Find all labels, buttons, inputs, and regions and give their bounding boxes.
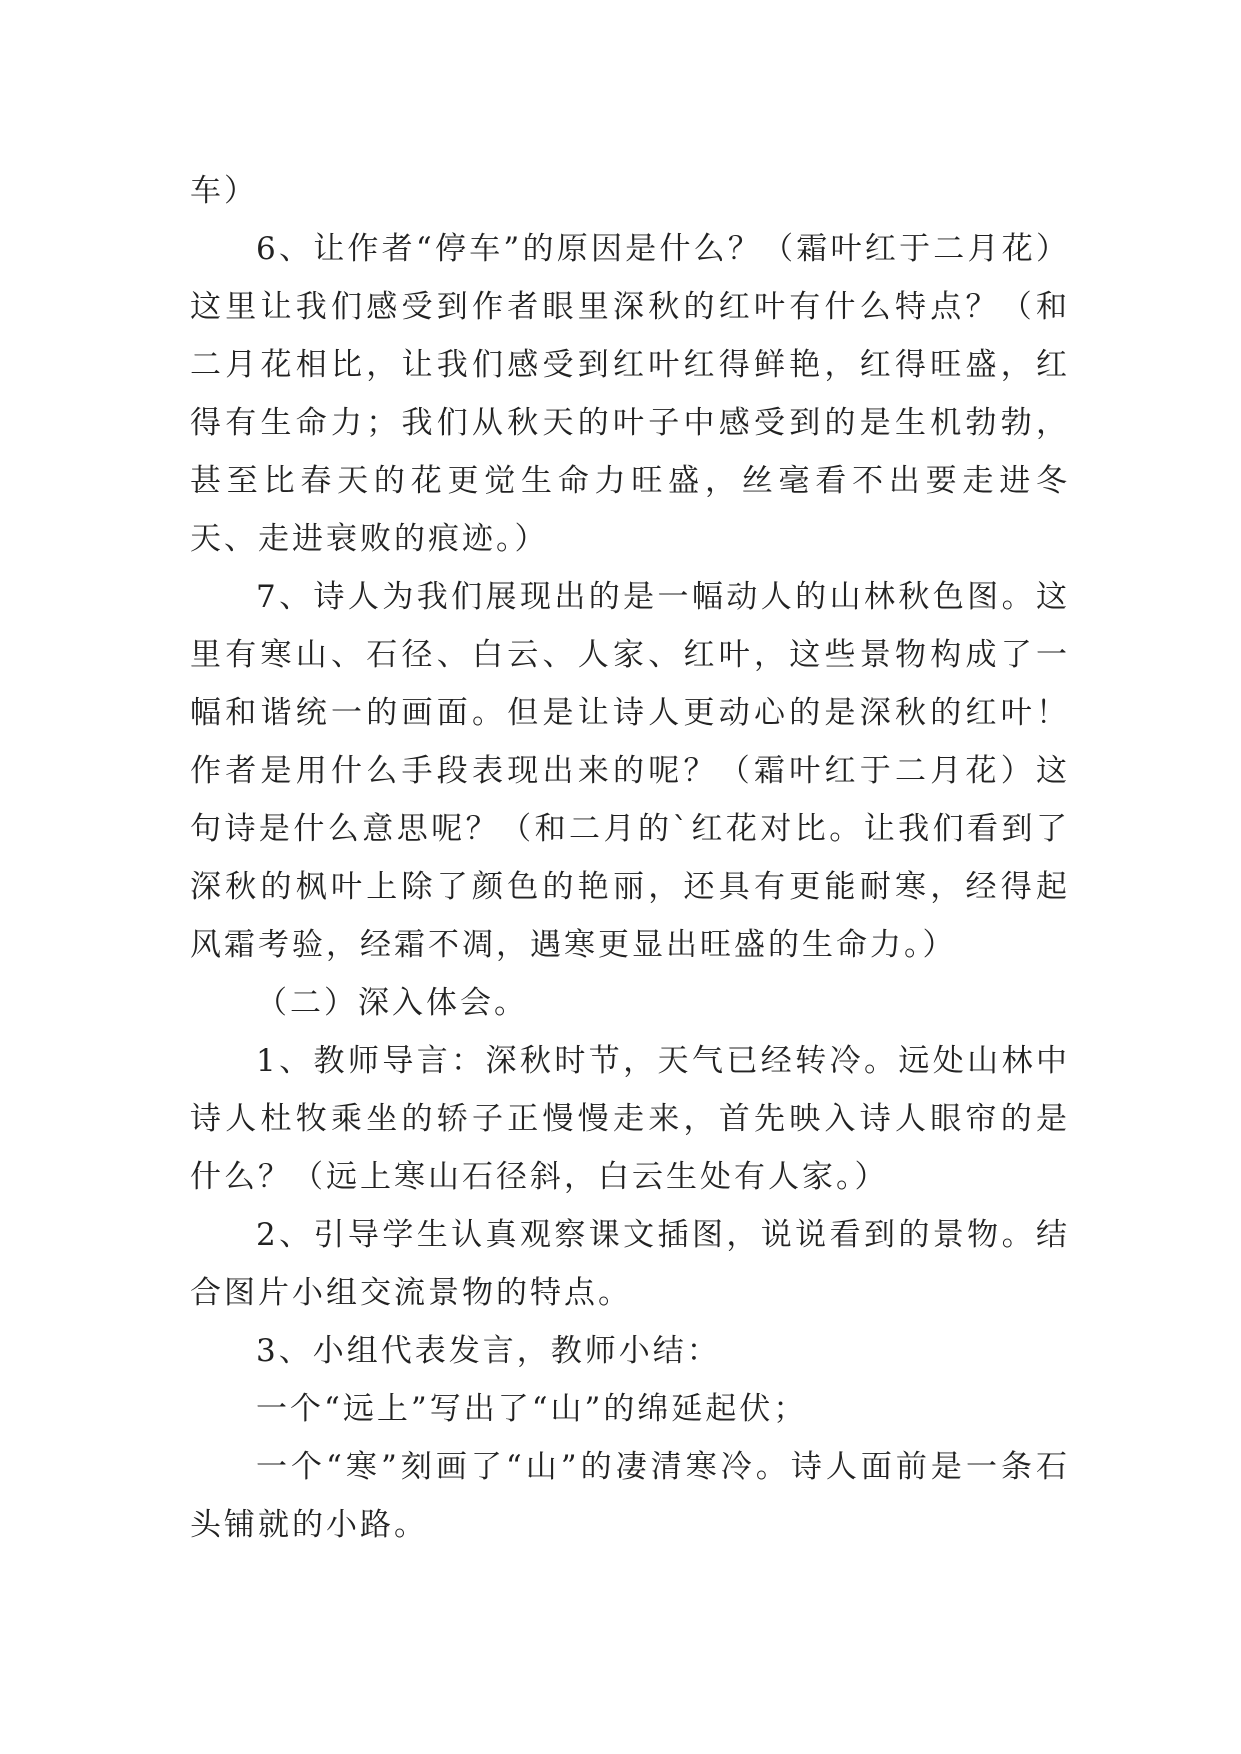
paragraph-summary-2: 一个“寒”刻画了“山”的凄清寒冷。诗人面前是一条石头铺就的小路。 — [190, 1449, 1070, 1543]
paragraph-summary-1: 一个“远上”写出了“山”的绵延起伏； — [256, 1391, 808, 1427]
paragraph-item-7: 7、诗人为我们展现出的是一幅动人的山林秋色图。这里有寒山、石径、白云、人家、红叶，这些景物构成了一幅和谐统一的画面。但是让诗人更动心的是深秋的红叶！作者是用什么手段表现出来的呢？（霜叶红于二月花）这句诗是什么意思呢？（和二月的`红花对比。让我们看到了深秋的枫叶上除了颜色的艳丽，还具有更能耐寒，经得起风霜考验，经霜不凋，遇寒更显出旺盛的生命力。） — [190, 579, 1070, 963]
paragraph-item-6: 6、让作者“停车”的原因是什么？（霜叶红于二月花）这里让我们感受到作者眼里深秋的红叶有什么特点？（和二月花相比，让我们感受到红叶红得鲜艳，红得旺盛，红得有生命力；我们从秋天的叶子中感受到的是生机勃勃，甚至比春天的花更觉生命力旺盛，丝毫看不出要走进冬天、走进衰败的痕迹。） — [190, 231, 1070, 557]
paragraph-item-1: 1、教师导言：深秋时节，天气已经转冷。远处山林中诗人杜牧乘坐的轿子正慢慢走来，首先映入诗人眼帘的是什么？（远上寒山石径斜，白云生处有人家。） — [190, 1043, 1070, 1195]
paragraph-item-2: 2、引导学生认真观察课文插图，说说看到的景物。结合图片小组交流景物的特点。 — [190, 1217, 1070, 1311]
document-body — [190, 162, 1070, 1554]
paragraph-continuation: 车） — [190, 173, 258, 209]
paragraph-item-3: 3、小组代表发言，教师小结： — [256, 1333, 721, 1369]
section-heading: （二）深入体会。 — [256, 985, 528, 1021]
